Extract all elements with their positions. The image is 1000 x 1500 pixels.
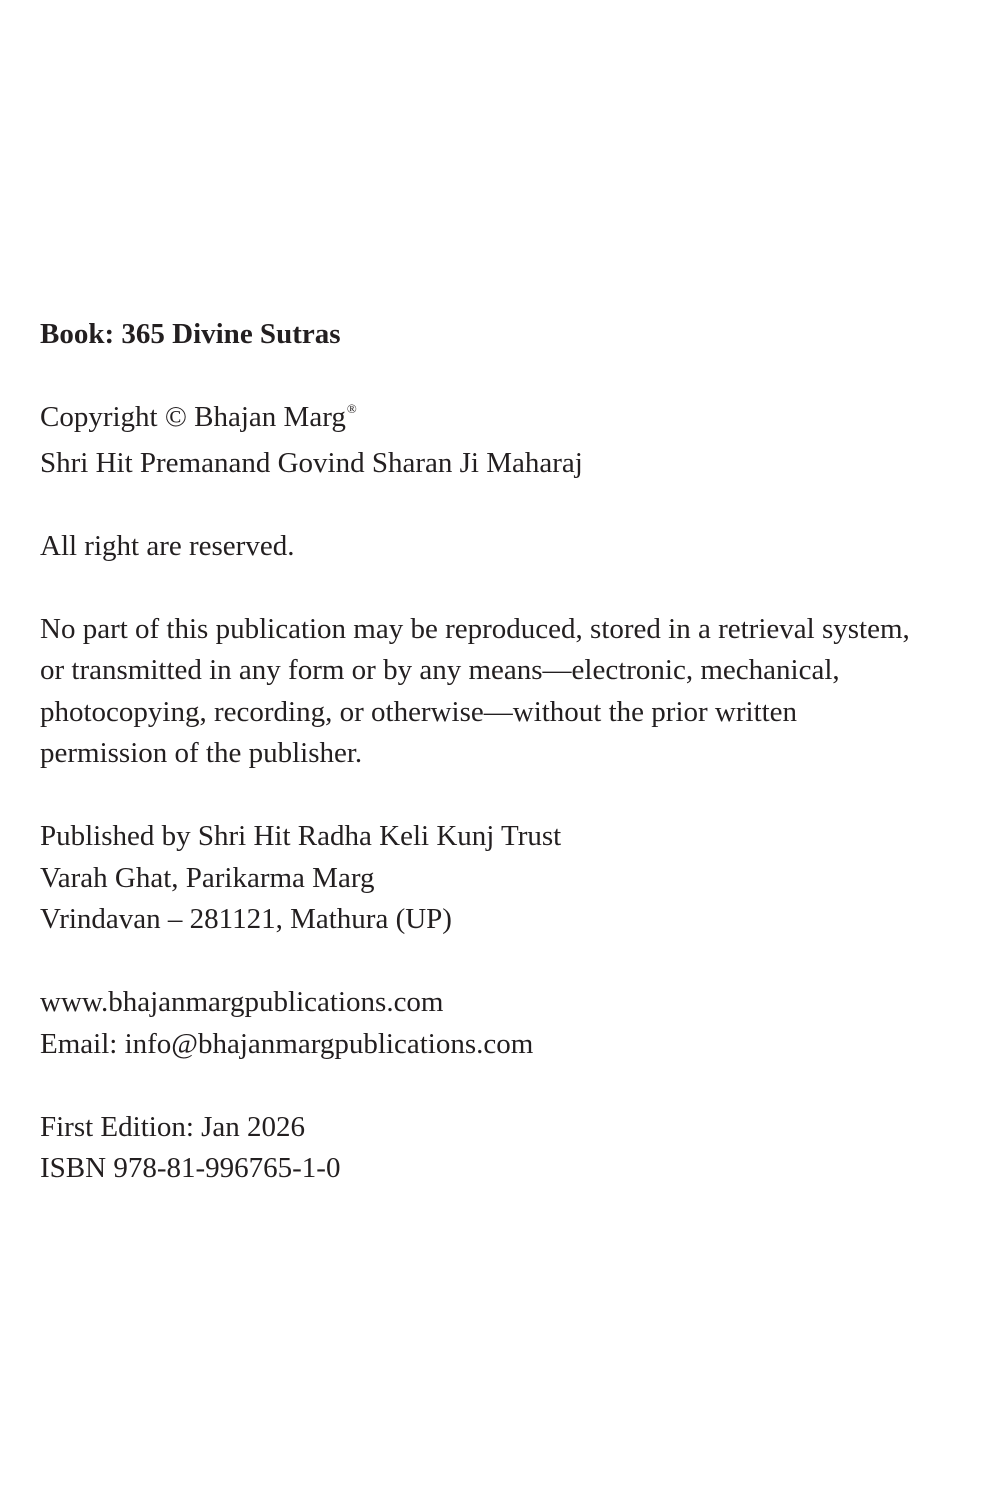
spacer [40,356,980,398]
author-name: Shri Hit Premanand Govind Sharan Ji Maharaj [40,446,583,479]
publisher-address-line: Vrindavan – 281121, Mathura (UP) [40,903,452,935]
registered-mark: ® [346,401,357,416]
spacer [40,484,980,526]
publisher-name: Published by Shri Hit Radha Keli Kunj Trust [40,820,562,852]
spacer [40,1065,980,1107]
website-link[interactable]: www.bhajanmargpublications.com [40,986,444,1018]
notice-line: photocopying, recording, or otherwise—without the prior written [40,695,798,728]
email-link[interactable]: Email: info@bhajanmargpublications.com [40,1027,534,1060]
spacer [40,567,980,609]
book-title: Book: 365 Divine Sutras [40,318,341,350]
notice-line: or transmitted in any form or by any means—electronic, mechanical, [40,654,840,686]
spacer [40,775,980,817]
spacer [40,941,980,983]
edition-info: First Edition: Jan 2026 [40,1110,306,1143]
rights-statement: All right are reserved. [40,529,295,562]
notice-line: No part of this publication may be reproduced, stored in a retrieval system, [40,612,910,645]
notice-line: permission of the publisher. [40,737,363,769]
isbn-number: ISBN 978-81-996765-1-0 [40,1152,341,1184]
copyright-line [40,397,980,443]
copyright-content [40,314,980,1190]
publisher-address-line: Varah Ghat, Parikarma Marg [40,861,375,894]
copyright-text: Copyright © Bhajan Marg [40,401,346,433]
